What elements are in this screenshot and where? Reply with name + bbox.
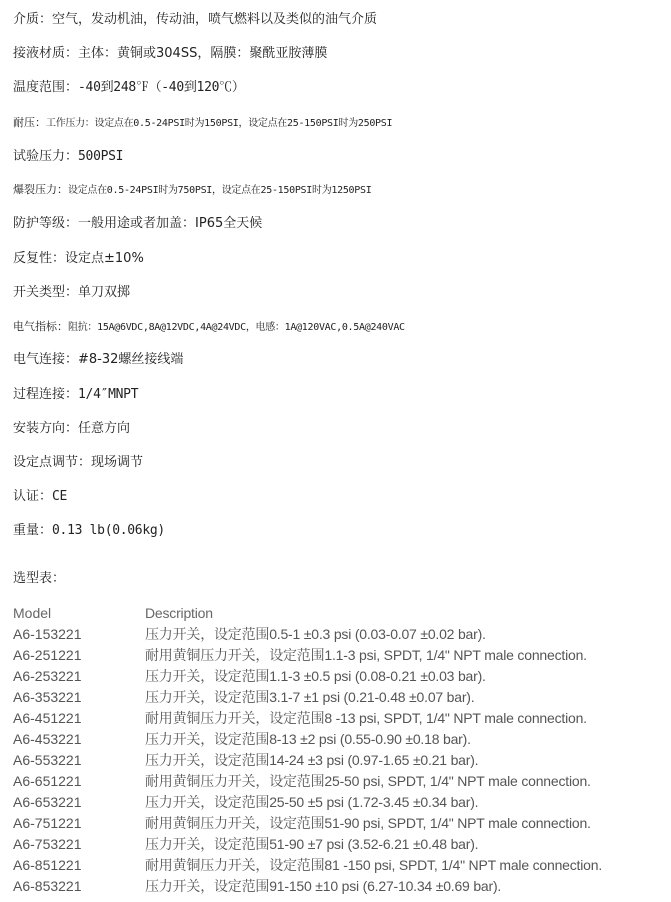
spec-medium: [13, 12, 377, 28]
spec-electrical-rating: [13, 319, 405, 336]
model-cell: A6-751221: [13, 815, 82, 831]
spec-process-connection: [13, 387, 138, 403]
model-cell: A6-353221: [13, 689, 82, 705]
header-description: Description: [145, 605, 213, 621]
table-row: [13, 708, 663, 729]
spec-protection-class: [13, 216, 262, 232]
table-row: [13, 771, 663, 792]
table-row: [13, 834, 663, 855]
spec-wetted-material: [13, 46, 327, 62]
table-row: [13, 666, 663, 687]
header-model: Model: [13, 605, 52, 621]
description-cell: 压力开关，设定范围3.1-7 ±1 psi (0.21-0.48 ±0.07 bar).: [145, 689, 475, 705]
model-cell: A6-653221: [13, 794, 82, 810]
table-row: [13, 624, 663, 645]
model-cell: A6-253221: [13, 668, 82, 684]
spec-label: 爆裂压力：: [13, 183, 68, 196]
description-cell: 压力开关，设定范围1.1-3 ±0.5 psi (0.08-0.21 ±0.03 bar).: [145, 668, 486, 684]
table-row: [13, 792, 663, 813]
spec-label: 设定点调节：: [13, 455, 92, 470]
spec-label: 认证：: [13, 489, 53, 504]
model-cell: A6-451221: [13, 710, 82, 726]
table-row: [13, 729, 663, 750]
spec-label: 防护等级：: [13, 216, 79, 231]
description-cell: 压力开关，设定范围25-50 ±5 psi (1.72-3.45 ±0.34 bar).: [145, 794, 479, 810]
description-cell: 耐用黄铜压力开关，设定范围51-90 psi, SPDT, 1/4" NPT male connection.: [145, 815, 591, 831]
spec-value: 工作压力：设定点在0.5-24PSI时为150PSI，设定点在25-150PSI时为250PSI: [46, 118, 393, 129]
table-row: [13, 855, 663, 876]
spec-label: 反复性：: [13, 251, 66, 266]
description-cell: 耐用黄铜压力开关，设定范围1.1-3 psi, SPDT, 1/4" NPT male connection.: [145, 647, 587, 663]
spec-value: 单刀双掷: [78, 285, 131, 300]
spec-label: 电气连接：: [13, 352, 79, 367]
spec-label: 电气指标：: [13, 320, 68, 333]
description-cell: 压力开关，设定范围0.5-1 ±0.3 psi (0.03-0.07 ±0.02 bar).: [145, 626, 486, 642]
table-row: [13, 876, 663, 897]
model-cell: A6-853221: [13, 878, 82, 894]
model-cell: A6-251221: [13, 647, 82, 663]
spec-label: 过程连接：: [13, 387, 79, 402]
description-cell: 压力开关，设定范围91-150 ±10 psi (6.27-10.34 ±0.69 bar).: [145, 878, 502, 894]
spec-setpoint-adjustment: [13, 455, 143, 471]
spec-value: #8-32螺丝接线端: [78, 352, 184, 367]
spec-value: 阻抗：15A@6VDC,8A@12VDC,4A@24VDC，电感：1A@120VAC,0.5A@240VAC: [68, 322, 405, 333]
spec-switch-type: [13, 285, 130, 301]
model-cell: A6-553221: [13, 752, 82, 768]
spec-label: 安装方向：: [13, 421, 79, 436]
table-row: [13, 687, 663, 708]
spec-label: 介质：: [13, 12, 53, 27]
spec-value: 设定点在0.5-24PSI时为750PSI，设定点在25-150PSI时为1250PSI: [68, 185, 372, 196]
spec-value: 主体：黄铜或304SS，隔膜：聚酰亚胺薄膜: [78, 46, 328, 61]
table-row: [13, 750, 663, 771]
model-table: [13, 603, 663, 897]
spec-weight: [13, 523, 165, 539]
spec-value: 空气，发动机油，传动油，喷气燃料以及类似的油气介质: [52, 12, 378, 27]
spec-value: CE: [52, 489, 68, 504]
description-cell: 耐用黄铜压力开关，设定范围25-50 psi, SPDT, 1/4" NPT male connection.: [145, 773, 591, 789]
spec-value: 500PSI: [78, 149, 124, 164]
description-cell: 压力开关，设定范围51-90 ±7 psi (3.52-6.21 ±0.48 bar).: [145, 836, 479, 852]
spec-label: 耐压：: [13, 116, 46, 129]
description-cell: 压力开关，设定范围14-24 ±3 psi (0.97-1.65 ±0.21 bar).: [145, 752, 479, 768]
spec-value: 1/4″MNPT: [78, 387, 139, 402]
spec-certification: [13, 489, 67, 505]
model-cell: A6-851221: [13, 857, 82, 873]
table-header-row: [13, 603, 663, 624]
spec-value: -40到248℉（-40到120℃）: [78, 80, 245, 95]
description-cell: 压力开关，设定范围8-13 ±2 psi (0.55-0.90 ±0.18 bar).: [145, 731, 471, 747]
model-cell: A6-453221: [13, 731, 82, 747]
spec-repeatability: [13, 251, 144, 267]
spec-electrical-connection: [13, 352, 183, 368]
spec-burst-pressure: [13, 182, 371, 199]
selection-table-title: 选型表：: [13, 571, 66, 586]
model-cell: A6-153221: [13, 626, 82, 642]
spec-pressure-rating: [13, 115, 392, 132]
spec-value: 设定点±10%: [65, 251, 144, 266]
model-cell: A6-651221: [13, 773, 82, 789]
spec-label: 接液材质：: [13, 46, 79, 61]
spec-value: 任意方向: [78, 421, 131, 436]
description-cell: 耐用黄铜压力开关，设定范围81 -150 psi, SPDT, 1/4" NPT male connection.: [145, 857, 603, 873]
spec-temperature-range: [13, 80, 245, 96]
spec-label: 试验压力：: [13, 149, 79, 164]
spec-value: 一般用途或者加盖：IP65全天候: [78, 216, 263, 231]
spec-test-pressure: [13, 149, 123, 165]
spec-mounting-orientation: [13, 421, 130, 437]
spec-label: 温度范围：: [13, 80, 79, 95]
model-cell: A6-753221: [13, 836, 82, 852]
table-row: [13, 645, 663, 666]
description-cell: 耐用黄铜压力开关，设定范围8 -13 psi, SPDT, 1/4" NPT male connection.: [145, 710, 587, 726]
spec-value: 0.13 lb(0.06kg): [52, 523, 165, 538]
spec-value: 现场调节: [91, 455, 144, 470]
spec-label: 开关类型：: [13, 285, 79, 300]
spec-label: 重量：: [13, 523, 53, 538]
table-row: [13, 813, 663, 834]
